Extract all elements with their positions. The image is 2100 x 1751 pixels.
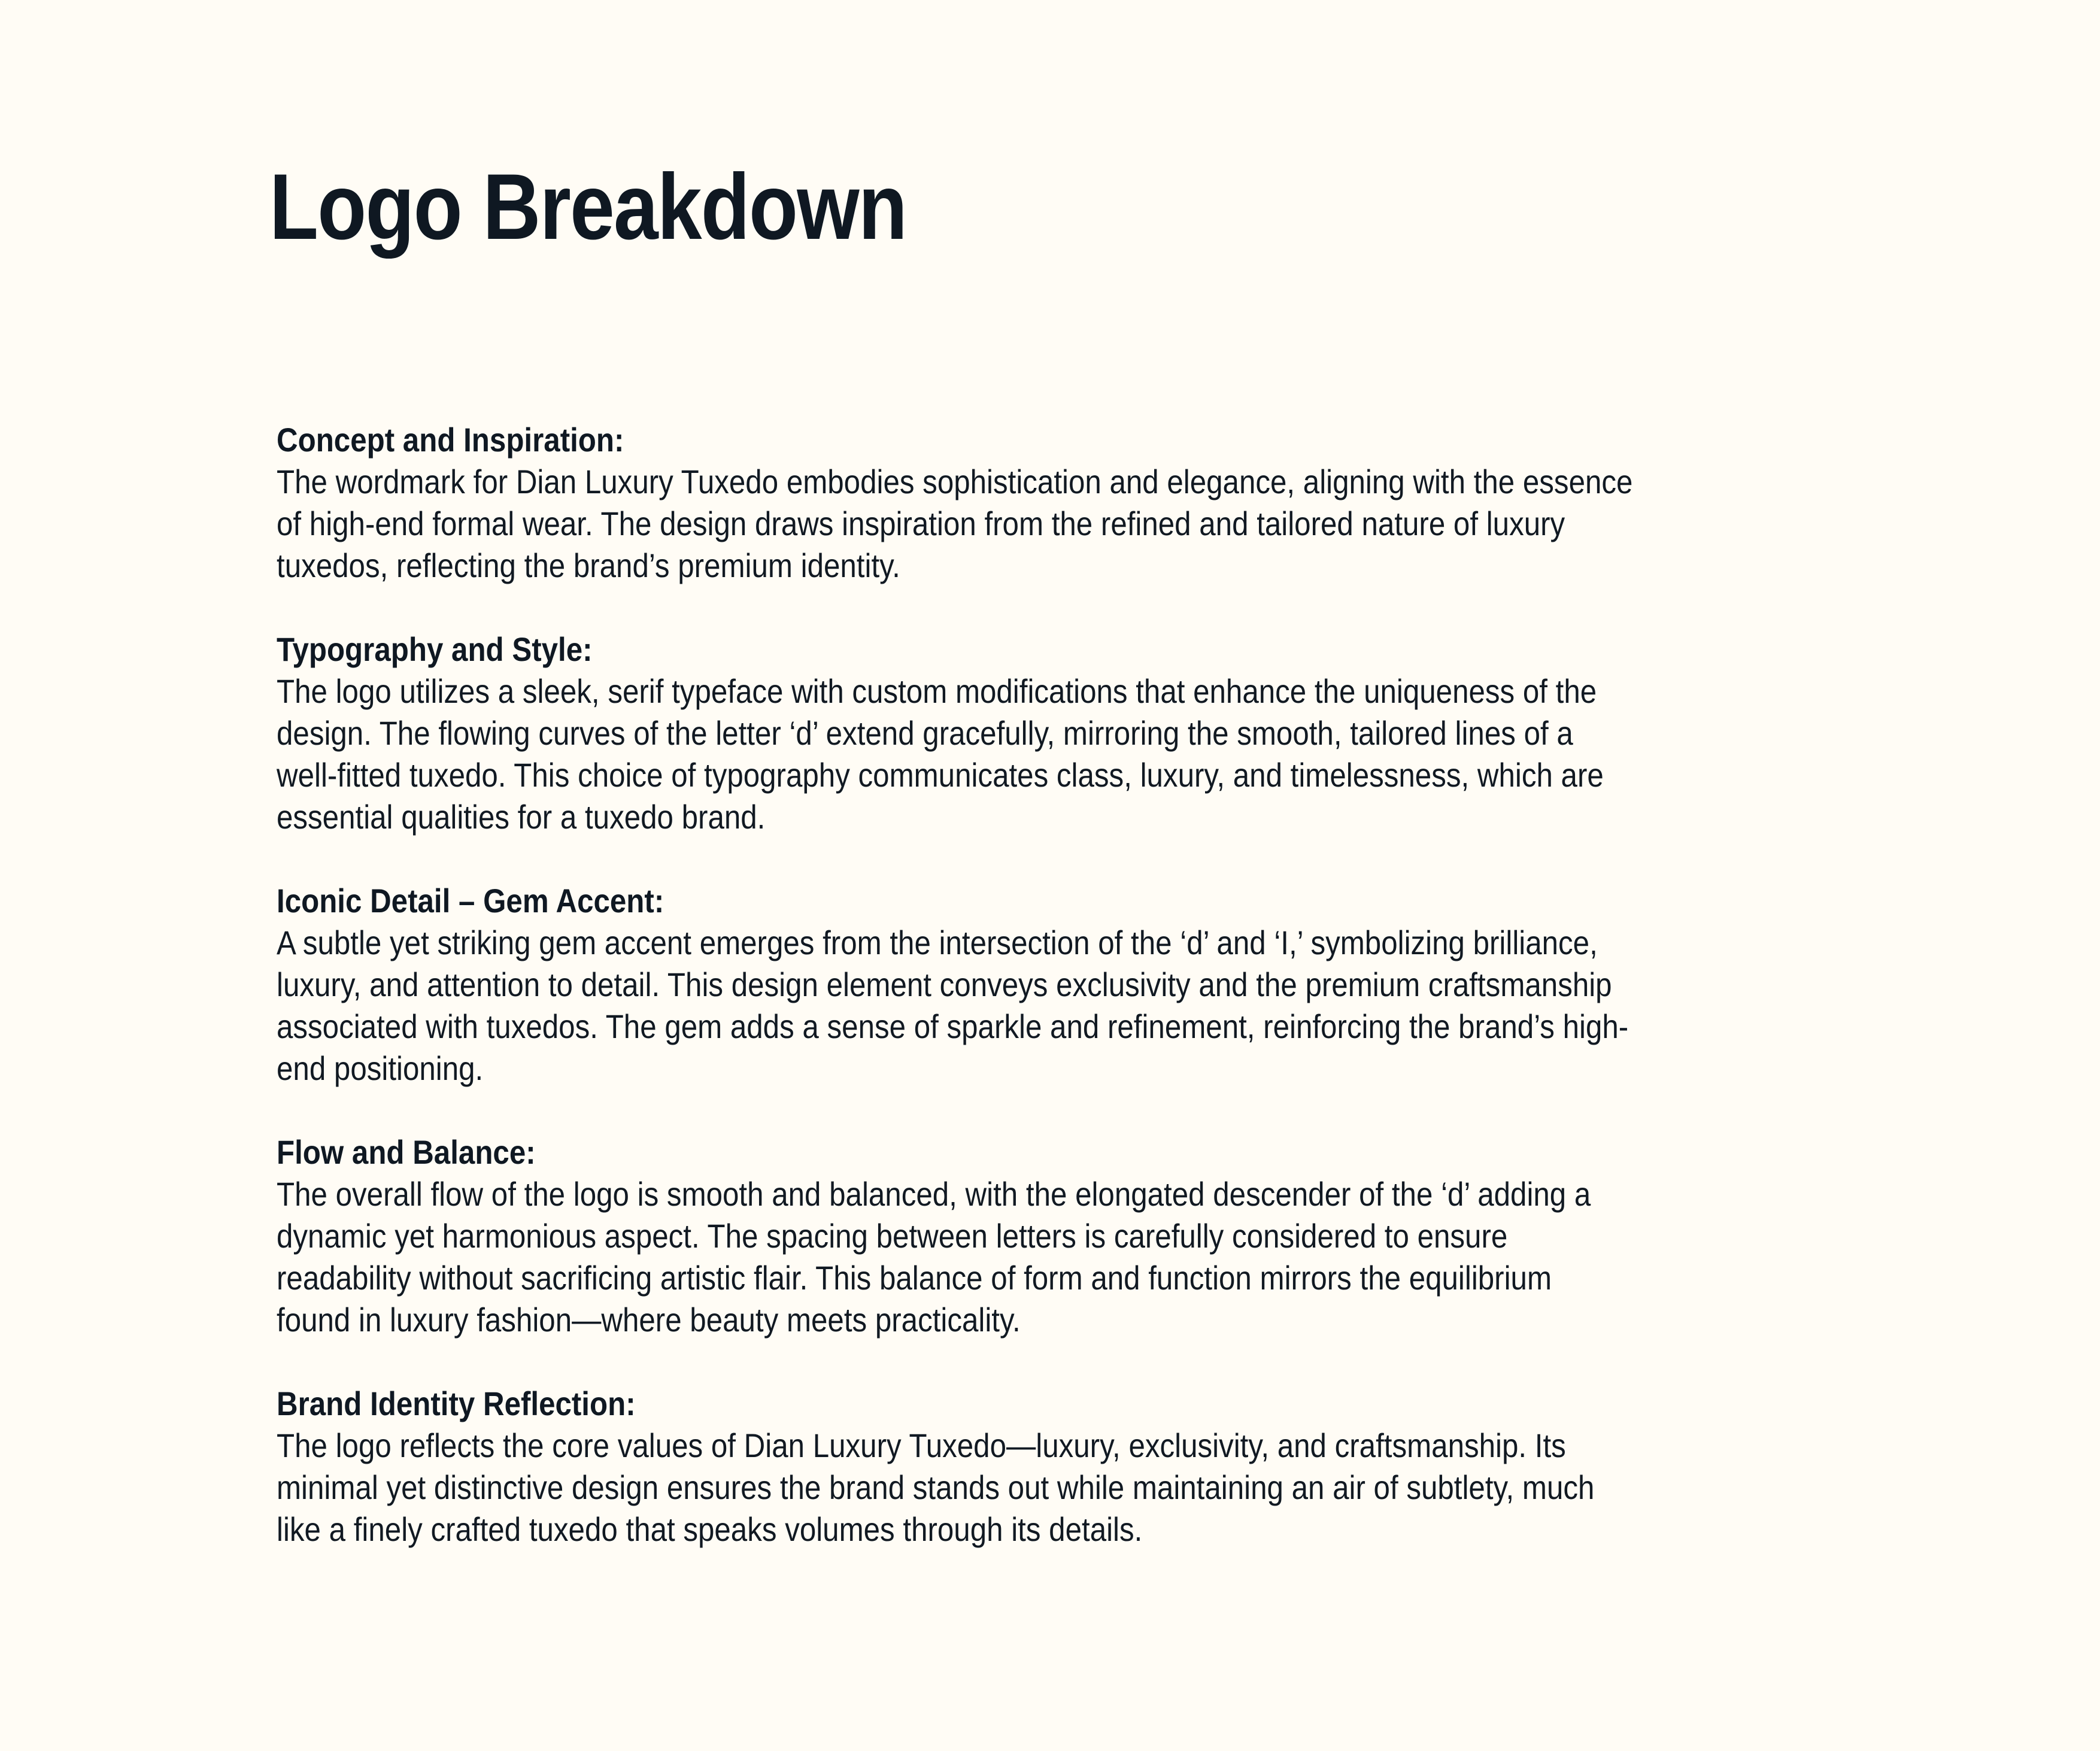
body-line: The wordmark for Dian Luxury Tuxedo embodies sophistication and elegance, aligning with the essence (277, 463, 1633, 500)
section-body (277, 922, 1857, 1090)
section-heading: Concept and Inspiration: (277, 421, 624, 459)
section-body (277, 1425, 1857, 1550)
body-line: end positioning. (277, 1049, 484, 1087)
body-line: design. The flowing curves of the letter ‘d’ extend gracefully, mirroring the smooth, tailored lines of a (277, 714, 1573, 752)
section-heading: Iconic Detail – Gem Accent: (277, 882, 664, 919)
body-line: essential qualities for a tuxedo brand. (277, 798, 766, 836)
section-body (277, 461, 1857, 587)
body-line: like a finely crafted tuxedo that speaks volumes through its details. (277, 1510, 1143, 1548)
section-heading: Typography and Style: (277, 630, 593, 668)
body-line: found in luxury fashion—where beauty meets practicality. (277, 1301, 1021, 1339)
document-content (277, 419, 1857, 1592)
section-concept-and-inspiration (277, 419, 1857, 587)
body-line: tuxedos, reflecting the brand’s premium identity. (277, 547, 900, 584)
body-line: The overall flow of the logo is smooth and balanced, with the elongated descender of the ‘d’ adding a (277, 1175, 1591, 1213)
section-typography-and-style (277, 629, 1857, 838)
body-line: associated with tuxedos. The gem adds a sense of sparkle and refinement, reinforcing the brand’s high- (277, 1007, 1629, 1045)
body-line: well-fitted tuxedo. This choice of typography communicates class, luxury, and timelessness, which are (277, 756, 1604, 794)
body-line: readability without sacrificing artistic flair. This balance of form and function mirrors the equilibrium (277, 1259, 1552, 1297)
body-line: of high-end formal wear. The design draws inspiration from the refined and tailored nature of luxury (277, 505, 1565, 542)
body-line: A subtle yet striking gem accent emerges from the intersection of the ‘d’ and ‘I,’ symbolizing brilliance, (277, 924, 1598, 961)
body-line: The logo utilizes a sleek, serif typeface with custom modifications that enhance the uniqueness of the (277, 672, 1597, 710)
body-line: dynamic yet harmonious aspect. The spacing between letters is carefully considered to ensure (277, 1217, 1508, 1255)
body-line: minimal yet distinctive design ensures the brand stands out while maintaining an air of subtlety, much (277, 1468, 1595, 1506)
section-heading: Brand Identity Reflection: (277, 1385, 636, 1422)
section-iconic-detail-gem-accent (277, 880, 1857, 1090)
section-body (277, 1173, 1857, 1341)
section-flow-and-balance (277, 1131, 1857, 1341)
body-line: luxury, and attention to detail. This design element conveys exclusivity and the premium craftsmanship (277, 966, 1612, 1003)
body-line: The logo reflects the core values of Dian Luxury Tuxedo—luxury, exclusivity, and craftsmanship. Its (277, 1427, 1566, 1464)
section-heading: Flow and Balance: (277, 1133, 536, 1171)
section-body (277, 670, 1857, 838)
page-title: Logo Breakdown (269, 155, 907, 259)
section-brand-identity-reflection (277, 1383, 1857, 1550)
